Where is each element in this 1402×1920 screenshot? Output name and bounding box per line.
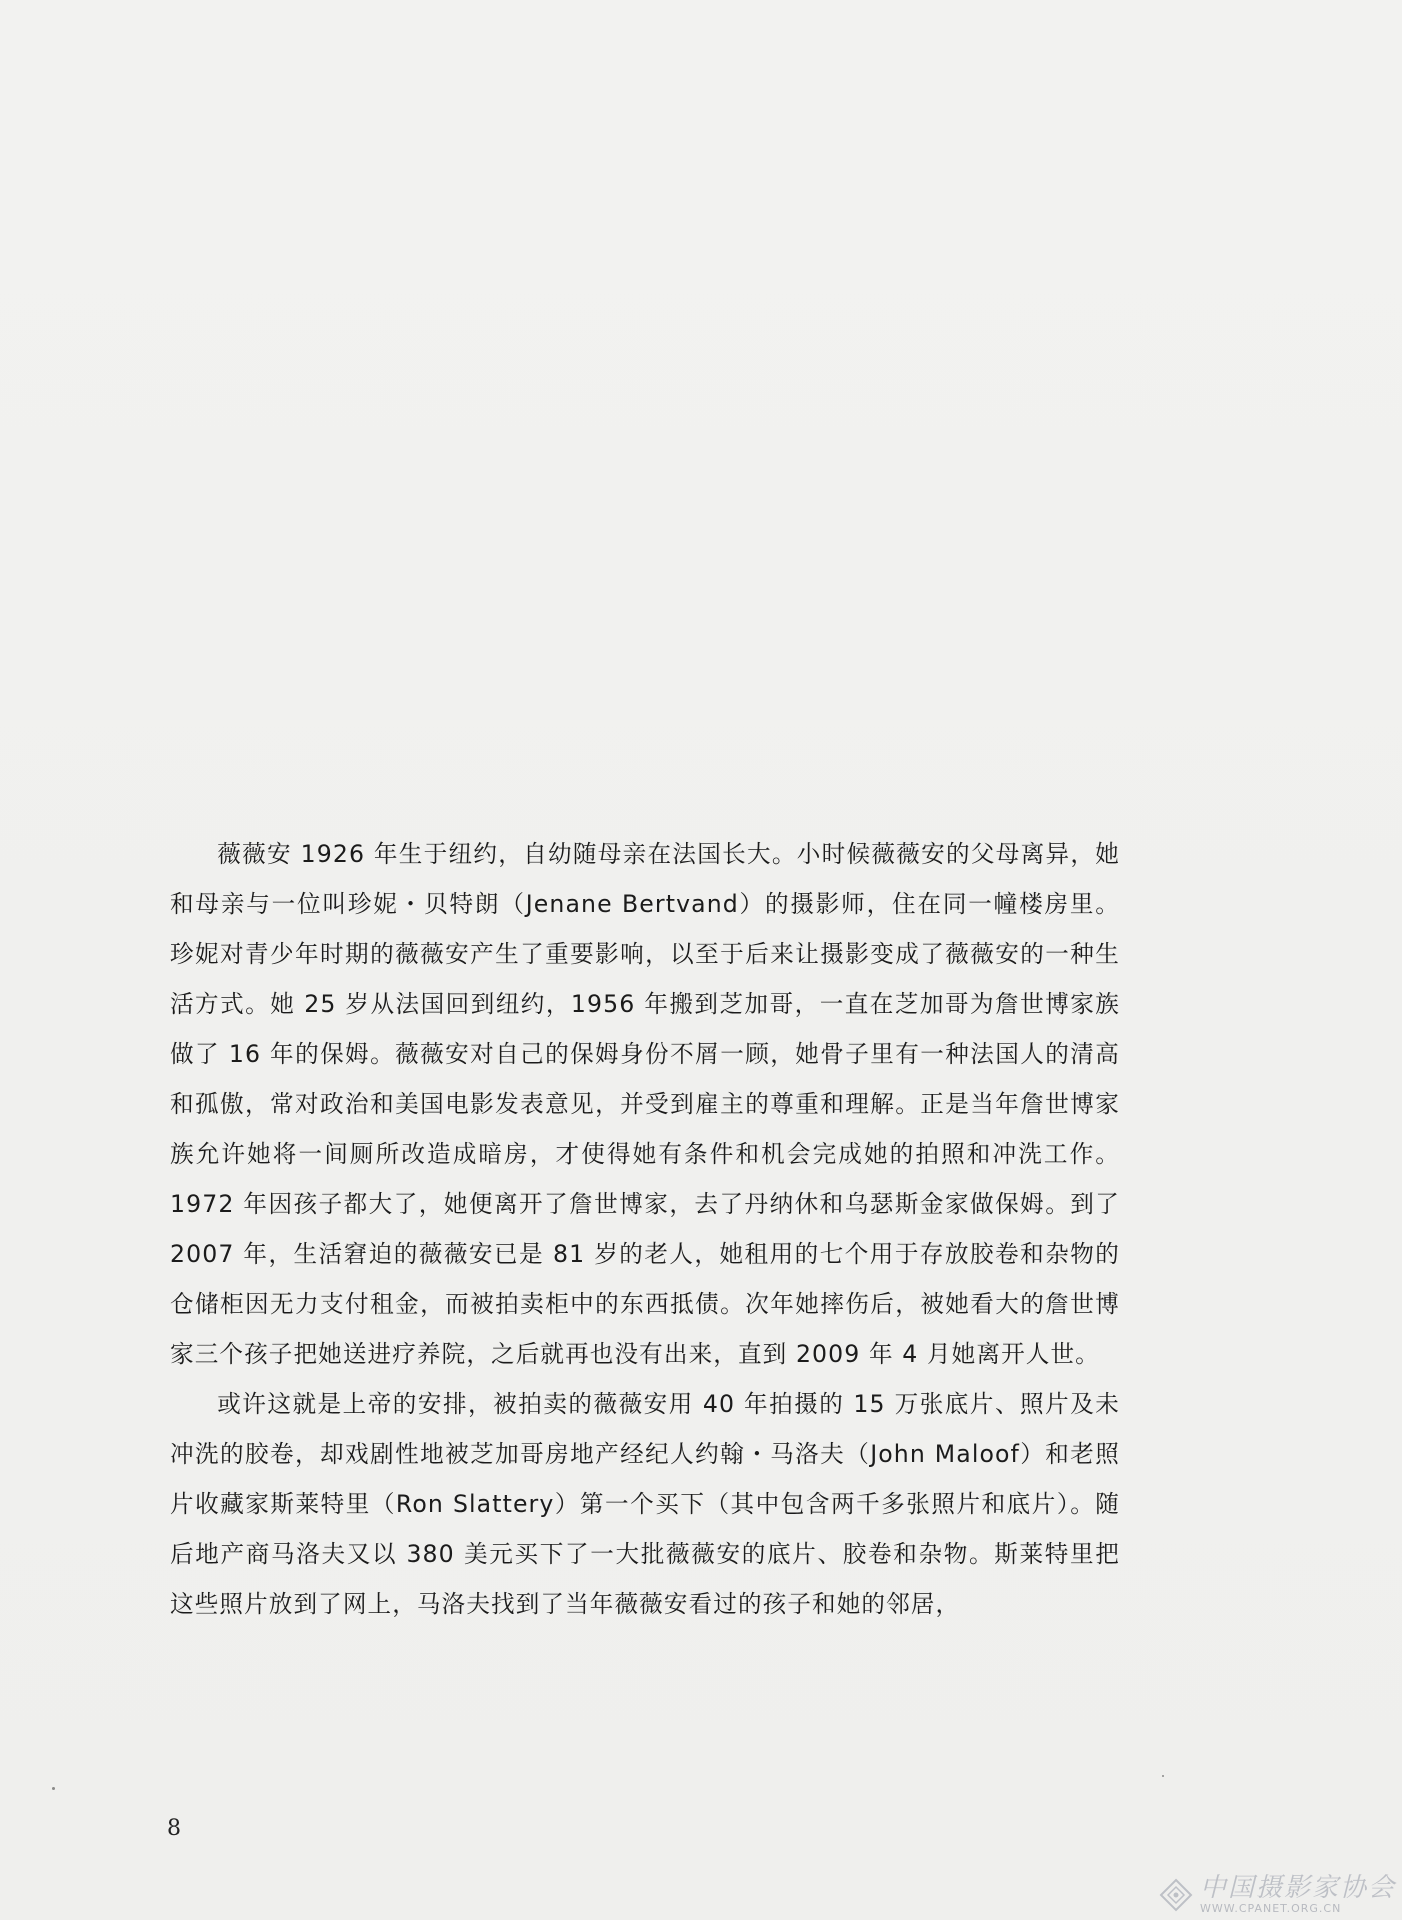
- paragraph-2: 或许这就是上帝的安排，被拍卖的薇薇安用 40 年拍摄的 15 万张底片、照片及未冲洗的胶卷，却戏剧性地被芝加哥房地产经纪人约翰・马洛夫（John Maloof）和老照片收藏家斯莱特里（Ron Slattery）第一个买下（其中包含两千多张照片和底片）。随后地产商马洛夫又以 380 美元买下了一大批薇薇安的底片、胶卷和杂物。斯莱特里把这些照片放到了网上，马洛夫找到了当年薇薇安看过的孩子和她的邻居，: [170, 1390, 1120, 1618]
- body-text: [170, 829, 1120, 1629]
- paper-speck: [1162, 1775, 1164, 1777]
- watermark: [1158, 1875, 1396, 1914]
- watermark-url: WWW.CPANET.ORG.CN: [1199, 1902, 1342, 1915]
- page-number: 8: [167, 1816, 181, 1841]
- diamond-logo-icon: [1158, 1877, 1194, 1913]
- paper-speck: [52, 1787, 55, 1790]
- watermark-title: 中国摄影家协会: [1199, 1873, 1396, 1903]
- paragraph-1: 薇薇安 1926 年生于纽约，自幼随母亲在法国长大。小时候薇薇安的父母离异，她和母亲与一位叫珍妮・贝特朗（Jenane Bertvand）的摄影师，住在同一幢楼房里。珍妮对青少年时期的薇薇安产生了重要影响，以至于后来让摄影变成了薇薇安的一种生活方式。她 25 岁从法国回到纽约，1956 年搬到芝加哥，一直在芝加哥为詹世博家族做了 16 年的保姆。薇薇安对自己的保姆身份不屑一顾，她骨子里有一种法国人的清高和孤傲，常对政治和美国电影发表意见，并受到雇主的尊重和理解。正是当年詹世博家族允许她将一间厕所改造成暗房，才使得她有条件和机会完成她的拍照和冲洗工作。1972 年因孩子都大了，她便离开了詹世博家，去了丹纳休和乌瑟斯金家做保姆。到了 2007 年，生活窘迫的薇薇安已是 81 岁的老人，她租用的七个用于存放胶卷和杂物的仓储柜因无力支付租金，而被拍卖柜中的东西抵债。次年她摔伤后，被她看大的詹世博家三个孩子把她送进疗养院，之后就再也没有出来，直到 2009 年 4 月她离开人世。: [170, 840, 1120, 1368]
